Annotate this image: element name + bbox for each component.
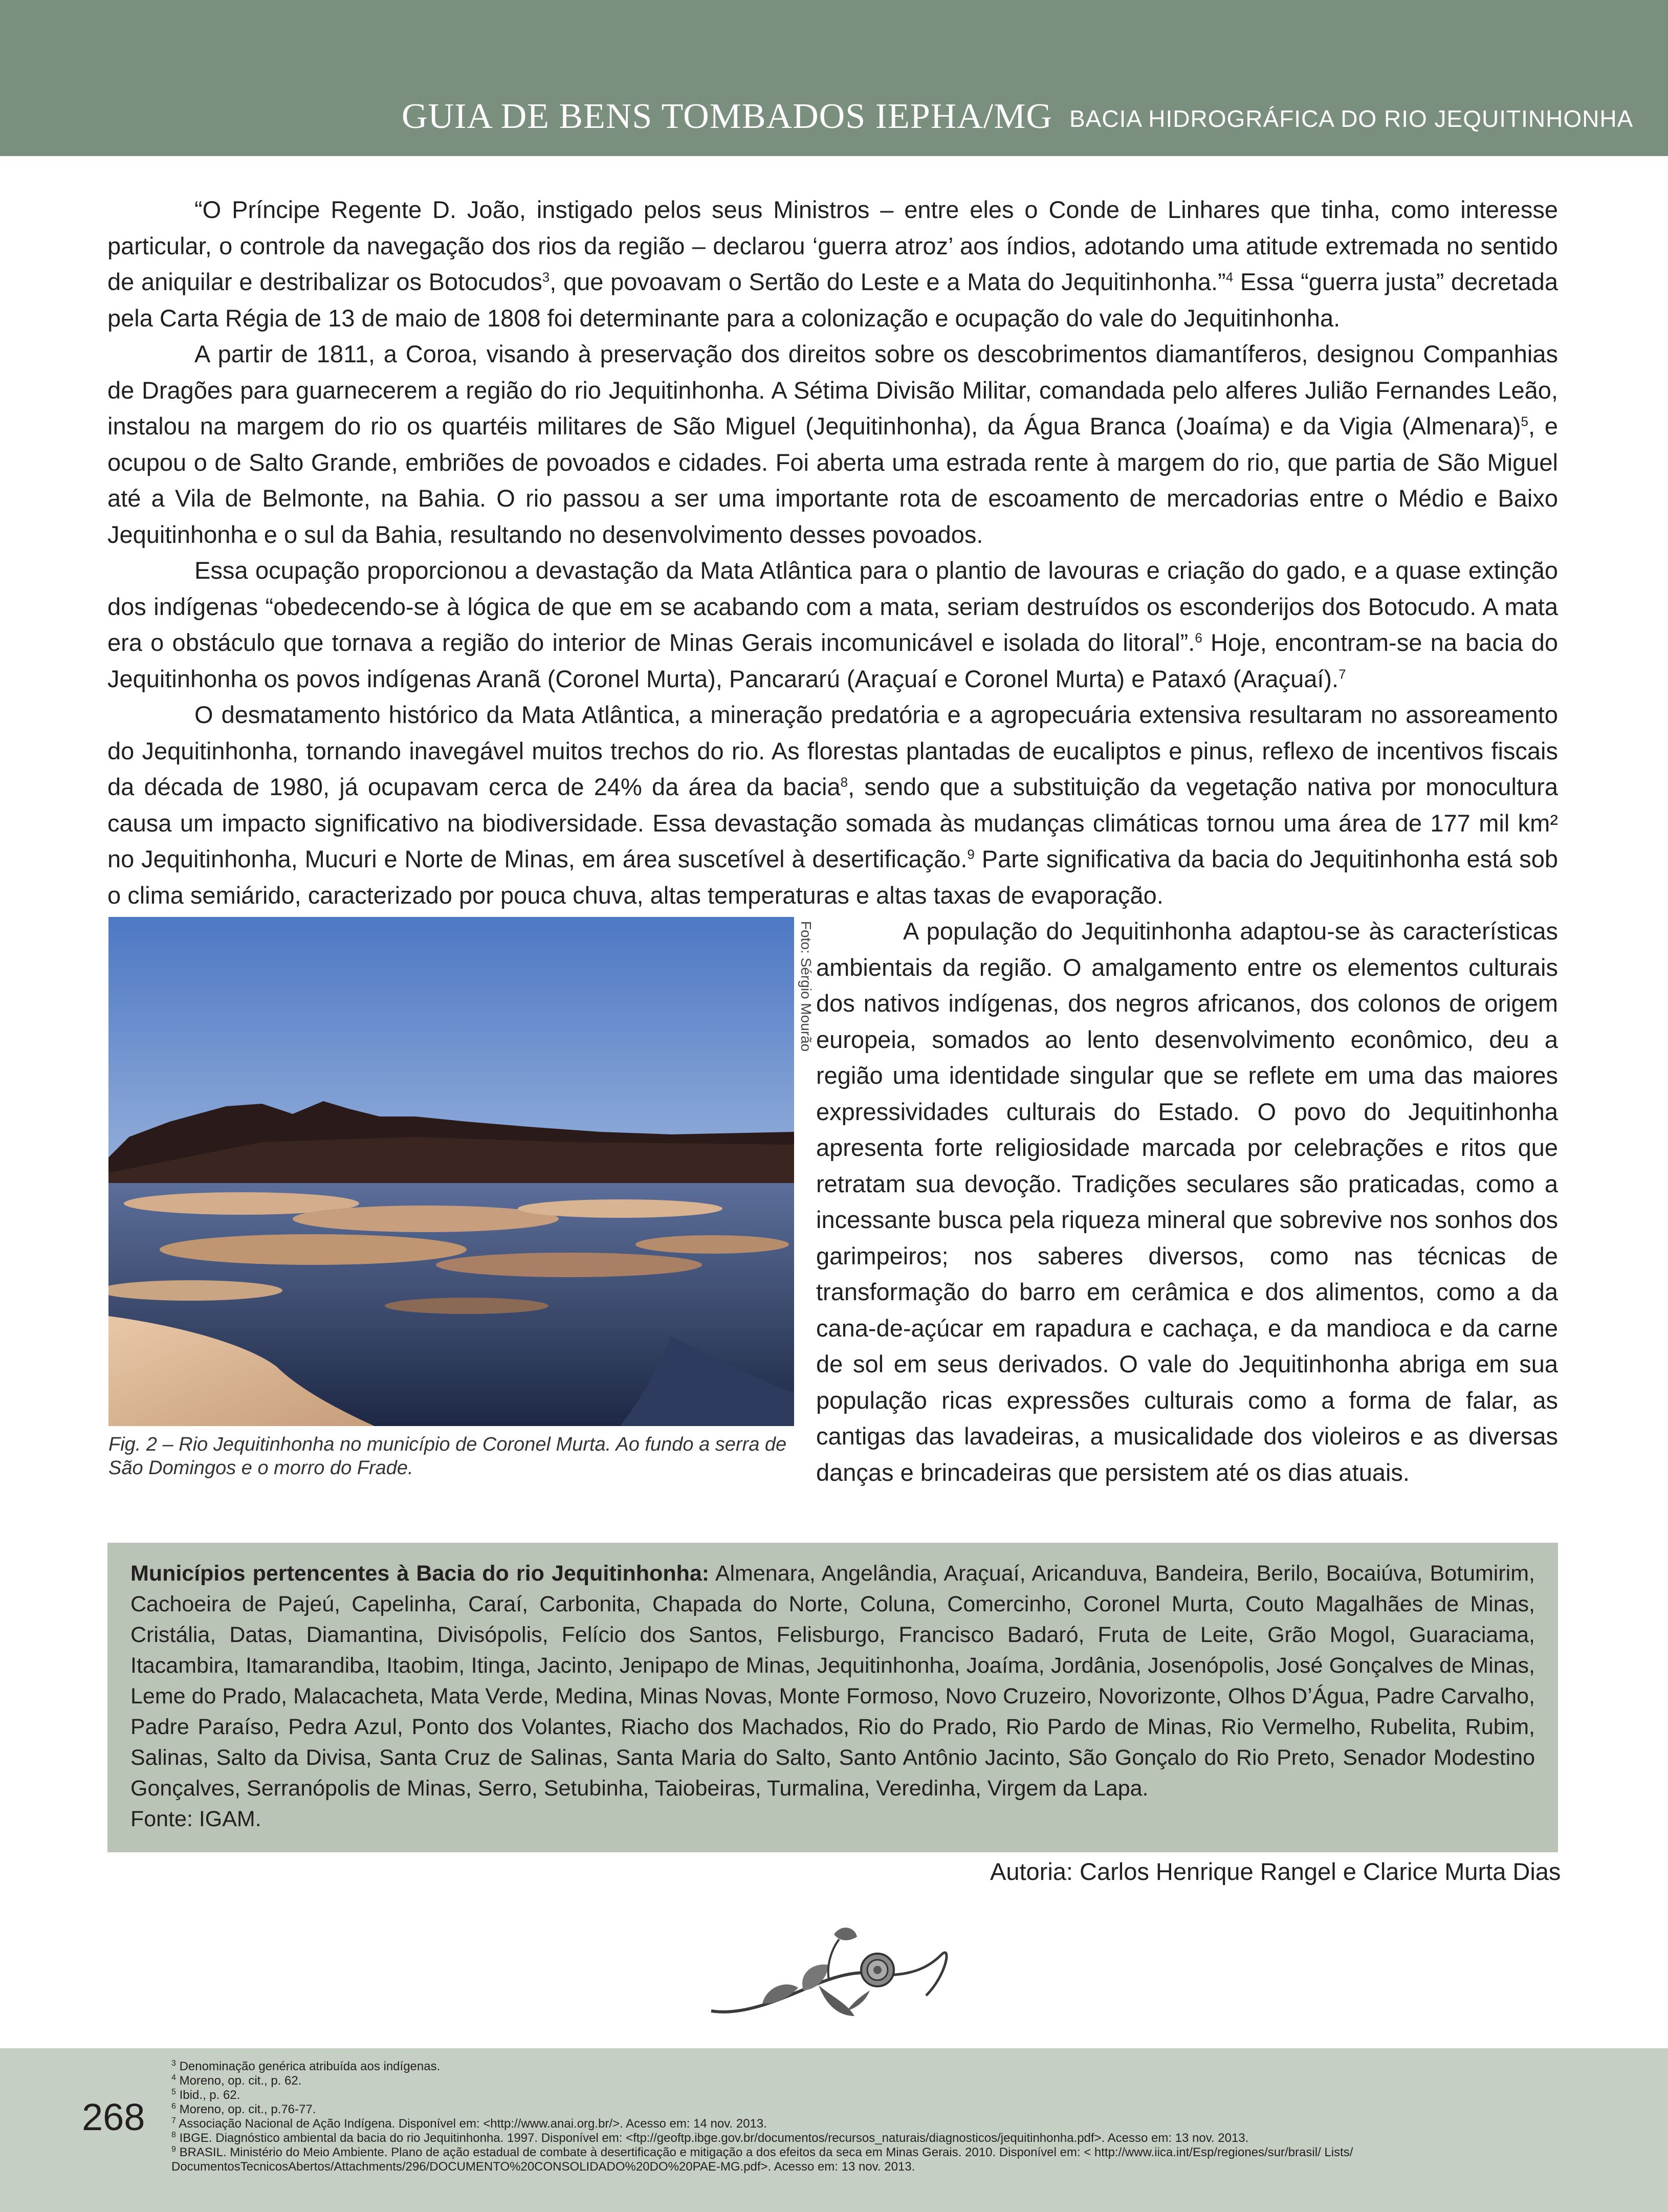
footnote-9 bbox=[171, 2145, 1630, 2174]
section-title: BACIA HIDROGRÁFICA DO RIO JEQUITINHONHA bbox=[1069, 105, 1634, 132]
footnote-text: Denominação genérica atribuída aos indígenas. bbox=[175, 2060, 441, 2073]
paragraph-text: , que povoavam o Sertão do Leste e a Mata do Jequitinhonha.” bbox=[550, 268, 1226, 295]
side-text bbox=[816, 913, 1558, 1491]
paragraph-4 bbox=[107, 697, 1558, 913]
municipalities-label: Municípios pertencentes à Bacia do rio Jequitinhonha: bbox=[130, 1561, 710, 1586]
footnote-7 bbox=[171, 2117, 1630, 2131]
footnote-text: Moreno, op. cit., p. 62. bbox=[175, 2074, 302, 2088]
photo-credit-text: Foto: Sérgio Mourão bbox=[798, 921, 814, 1052]
guide-title: GUIA DE BENS TOMBADOS IEPHA/MG bbox=[402, 97, 1052, 136]
footnote-ref: 5 bbox=[1521, 413, 1528, 429]
paragraph-text: “O Príncipe Regente D. João, instigado pelos seus Ministros – entre eles o Conde de Linhares que tinha, como interesse particular, o controle da navegação dos rios da região – declarou ‘guerra atroz’ aos índios, adotando uma atitude extremada no sentido de aniquilar e destribalizar os Botocudos bbox=[107, 196, 1558, 295]
footnote-text: BRASIL. Ministério do Meio Ambiente. Plano de ação estadual de combate à desertificação e mitigação a dos efeitos da seca em Minas Gerais. 2010. Disponível em: < http://www.iica.int/Esp/regiones/sur/brasil/ Lists/ DocumentosTecnicosAbertos/Attachments/296/DOCUMENTO%20CONSOLIDADO%20DO%20PAE-MG.pdf>. Acesso em: 13 nov. 2013. bbox=[171, 2145, 1353, 2174]
paragraph-1 bbox=[107, 192, 1558, 336]
paragraph-text: , sendo que a substituição da vegetação nativa por monocultura causa um impacto significativo na biodiversidade. Essa devastação somada às mudanças climáticas tornou uma área de 177 mil km² no Jequitinhonha, Mucuri e Norte de Minas, em área suscetível à desertificação. bbox=[107, 773, 1558, 872]
footnote-8 bbox=[171, 2131, 1630, 2145]
footnote-text: Associação Nacional de Ação Indígena. Disponível em: <http://www.anai.org.br/>. Acesso em: 14 nov. 2013. bbox=[175, 2117, 767, 2131]
authorship: Autoria: Carlos Henrique Rangel e Clarice Murta Dias bbox=[990, 1858, 1561, 1885]
footnote-text: Moreno, op. cit., p.76-77. bbox=[175, 2103, 316, 2116]
main-text bbox=[107, 192, 1558, 913]
footnote-5 bbox=[171, 2088, 1630, 2103]
footnote-4 bbox=[171, 2074, 1630, 2088]
paragraph-text: Hoje, encontram-se na bacia do Jequitinhonha os povos indígenas Aranã (Coronel Murta), Pancararú (Araçuaí e Coronel Murta) e Pataxó (Araçuaí). bbox=[107, 629, 1558, 692]
footnote-ref: 4 bbox=[1225, 269, 1234, 285]
paragraph-5: A população do Jequitinhonha adaptou-se às características ambientais da região. O amalgamento entre os elementos culturais dos nativos indígenas, dos negros africanos, dos colonos de origem europeia, somados ao lento desenvolvimento econômico, deu a região uma identidade singular que se reflete em uma das maiores expressividades culturais do Estado. O povo do Jequitinhonha apresenta forte religiosidade marcada por celebrações e ritos que retratam sua devoção. Tradições seculares são praticadas, como a incessante busca pela riqueza mineral que sobrevive nos sonhos dos garimpeiros; nos saberes diversos, como nas técnicas de transformação do barro em cerâmica e dos alimentos, como a da cana-de-açúcar em rapadura e cachaça, e da mandioca e da carne de sol em seus derivados. O vale do Jequitinhonha abriga em sua população ricas expressões culturais como a forma de falar, as cantigas das lavadeiras, a musicalidade dos violeiros e as diversas danças e brincadeiras que persistem até os dias atuais. bbox=[816, 917, 1558, 1486]
footnote-number: 6 bbox=[171, 2102, 176, 2111]
paragraph-text: O desmatamento histórico da Mata Atlântica, a mineração predatória e a agropecuária extensiva resultaram no assoreamento do Jequitinhonha, tornando inavegável muitos trechos do rio. As florestas plantadas de eucaliptos e pinus, reflexo de incentivos fiscais da década de 1980, já ocupavam cerca de 24% da área da bacia bbox=[107, 701, 1558, 800]
paragraph-text: Essa “guerra justa” decretada pela Carta Régia de 13 de maio de 1808 foi determinante para a colonização e ocupação do vale do Jequitinhonha. bbox=[107, 268, 1559, 332]
footnote-ref: 8 bbox=[840, 774, 848, 790]
paragraph-text: , e ocupou o de Salto Grande, embriões de povoados e cidades. Foi aberta uma estrada rente à margem do rio, que partia de São Miguel até a Vila de Belmonte, na Bahia. O rio passou a ser uma importante rota de escoamento de mercadorias entre o Médio e Baixo Jequitinhonha e o sul da Bahia, resultando no desenvolvimento desses povoados. bbox=[107, 412, 1558, 548]
paragraph-text: Parte significativa da bacia do Jequitinhonha está sob o clima semiárido, caracterizado por pouca chuva, altas temperaturas e altas taxas de evaporação. bbox=[107, 845, 1558, 909]
paragraph-text: Essa ocupação proporcionou a devastação da Mata Atlântica para o plantio de lavouras e criação do gado, e a quase extinção dos indígenas “obedecendo-se à lógica de que em se acabando com a mata, seriam destruídos os esconderijos dos Botocudo. A mata era o obstáculo que tornava a região do interior de Minas Gerais incomunicável e isolada do litoral”. bbox=[107, 557, 1558, 656]
footnote-3 bbox=[171, 2060, 1630, 2074]
source-note: Fonte: IGAM. bbox=[130, 1807, 261, 1831]
rose-ornament bbox=[701, 1914, 967, 2031]
footnote-number: 3 bbox=[171, 2059, 176, 2068]
footnote-number: 8 bbox=[171, 2131, 176, 2139]
municipalities-text bbox=[130, 1558, 1535, 1834]
footnote-ref: 6 bbox=[1195, 630, 1202, 646]
footnote-ref: 3 bbox=[542, 269, 550, 285]
figure-caption: Fig. 2 – Rio Jequitinhonha no município de Coronel Murta. Ao fundo a serra de São Domingos e o morro do Frade. bbox=[108, 1434, 787, 1479]
footnote-number: 9 bbox=[171, 2145, 176, 2154]
footnote-text: IBGE. Diagnóstico ambiental da bacia do rio Jequitinhonha. 1997. Disponível em: <ftp://geoftp.ibge.gov.br/documentos/recursos_naturais/diagnosticos/jequitinhonha.pdf>. Acesso em: 13 nov. 2013. bbox=[175, 2131, 1249, 2145]
footnote-text: Ibid., p. 62. bbox=[175, 2088, 240, 2102]
footnote-ref: 9 bbox=[967, 846, 975, 862]
footnote-number: 4 bbox=[171, 2073, 176, 2082]
page-number: 268 bbox=[82, 2096, 145, 2138]
footnote-ref: 7 bbox=[1338, 666, 1346, 682]
footnote-number: 5 bbox=[171, 2088, 176, 2096]
footnote-6 bbox=[171, 2103, 1630, 2117]
paragraph-2 bbox=[107, 336, 1558, 553]
page-header bbox=[0, 0, 1668, 156]
footnote-number: 7 bbox=[171, 2116, 176, 2125]
paragraph-text: A partir de 1811, a Coroa, visando à preservação dos direitos sobre os descobrimentos diamantíferos, designou Companhias de Dragões para guarnecerem a região do rio Jequitinhonha. A Sétima Divisão Militar, comandada pelo alferes Julião Fernandes Leão, instalou na margem do rio os quartéis militares de São Miguel (Jequitinhonha), da Água Branca (Joaíma) e da Vigia (Almenara) bbox=[107, 340, 1558, 440]
photo-credit bbox=[796, 921, 816, 1054]
paragraph-3 bbox=[107, 553, 1558, 697]
river-photo bbox=[108, 917, 794, 1426]
footnotes bbox=[171, 2060, 1630, 2174]
municipalities-list: Almenara, Angelândia, Araçuaí, Aricanduva, Bandeira, Berilo, Bocaiúva, Botumirim, Cachoeira de Pajeú, Capelinha, Caraí, Carbonita, Chapada do Norte, Coluna, Comercinho, Coronel Murta, Couto Magalhães de Minas, Cristália, Datas, Diamantina, Divisópolis, Felício dos Santos, Felisburgo, Francisco Badaró, Fruta de Leite, Grão Mogol, Guaraciama, Itacambira, Itamarandiba, Itaobim, Itinga, Jacinto, Jenipapo de Minas, Jequitinhonha, Joaíma, Jordânia, Josenópolis, José Gonçalves de Minas, Leme do Prado, Malacacheta, Mata Verde, Medina, Minas Novas, Monte Formoso, Novo Cruzeiro, Novorizonte, Olhos D’Água, Padre Carvalho, Padre Paraíso, Pedra Azul, Ponto dos Volantes, Riacho dos Machados, Rio do Prado, Rio Pardo de Minas, Rio Vermelho, Rubelita, Rubim, Salinas, Salto da Divisa, Santa Cruz de Salinas, Santa Maria do Salto, Santo Antônio Jacinto, São Gonçalo do Rio Preto, Senador Modestino Gonçalves, Serranópolis de Minas, Serro, Setubinha, Taiobeiras, Turmalina, Veredinha, Virgem da Lapa. bbox=[130, 1561, 1535, 1801]
municipalities-box bbox=[107, 1543, 1558, 1852]
